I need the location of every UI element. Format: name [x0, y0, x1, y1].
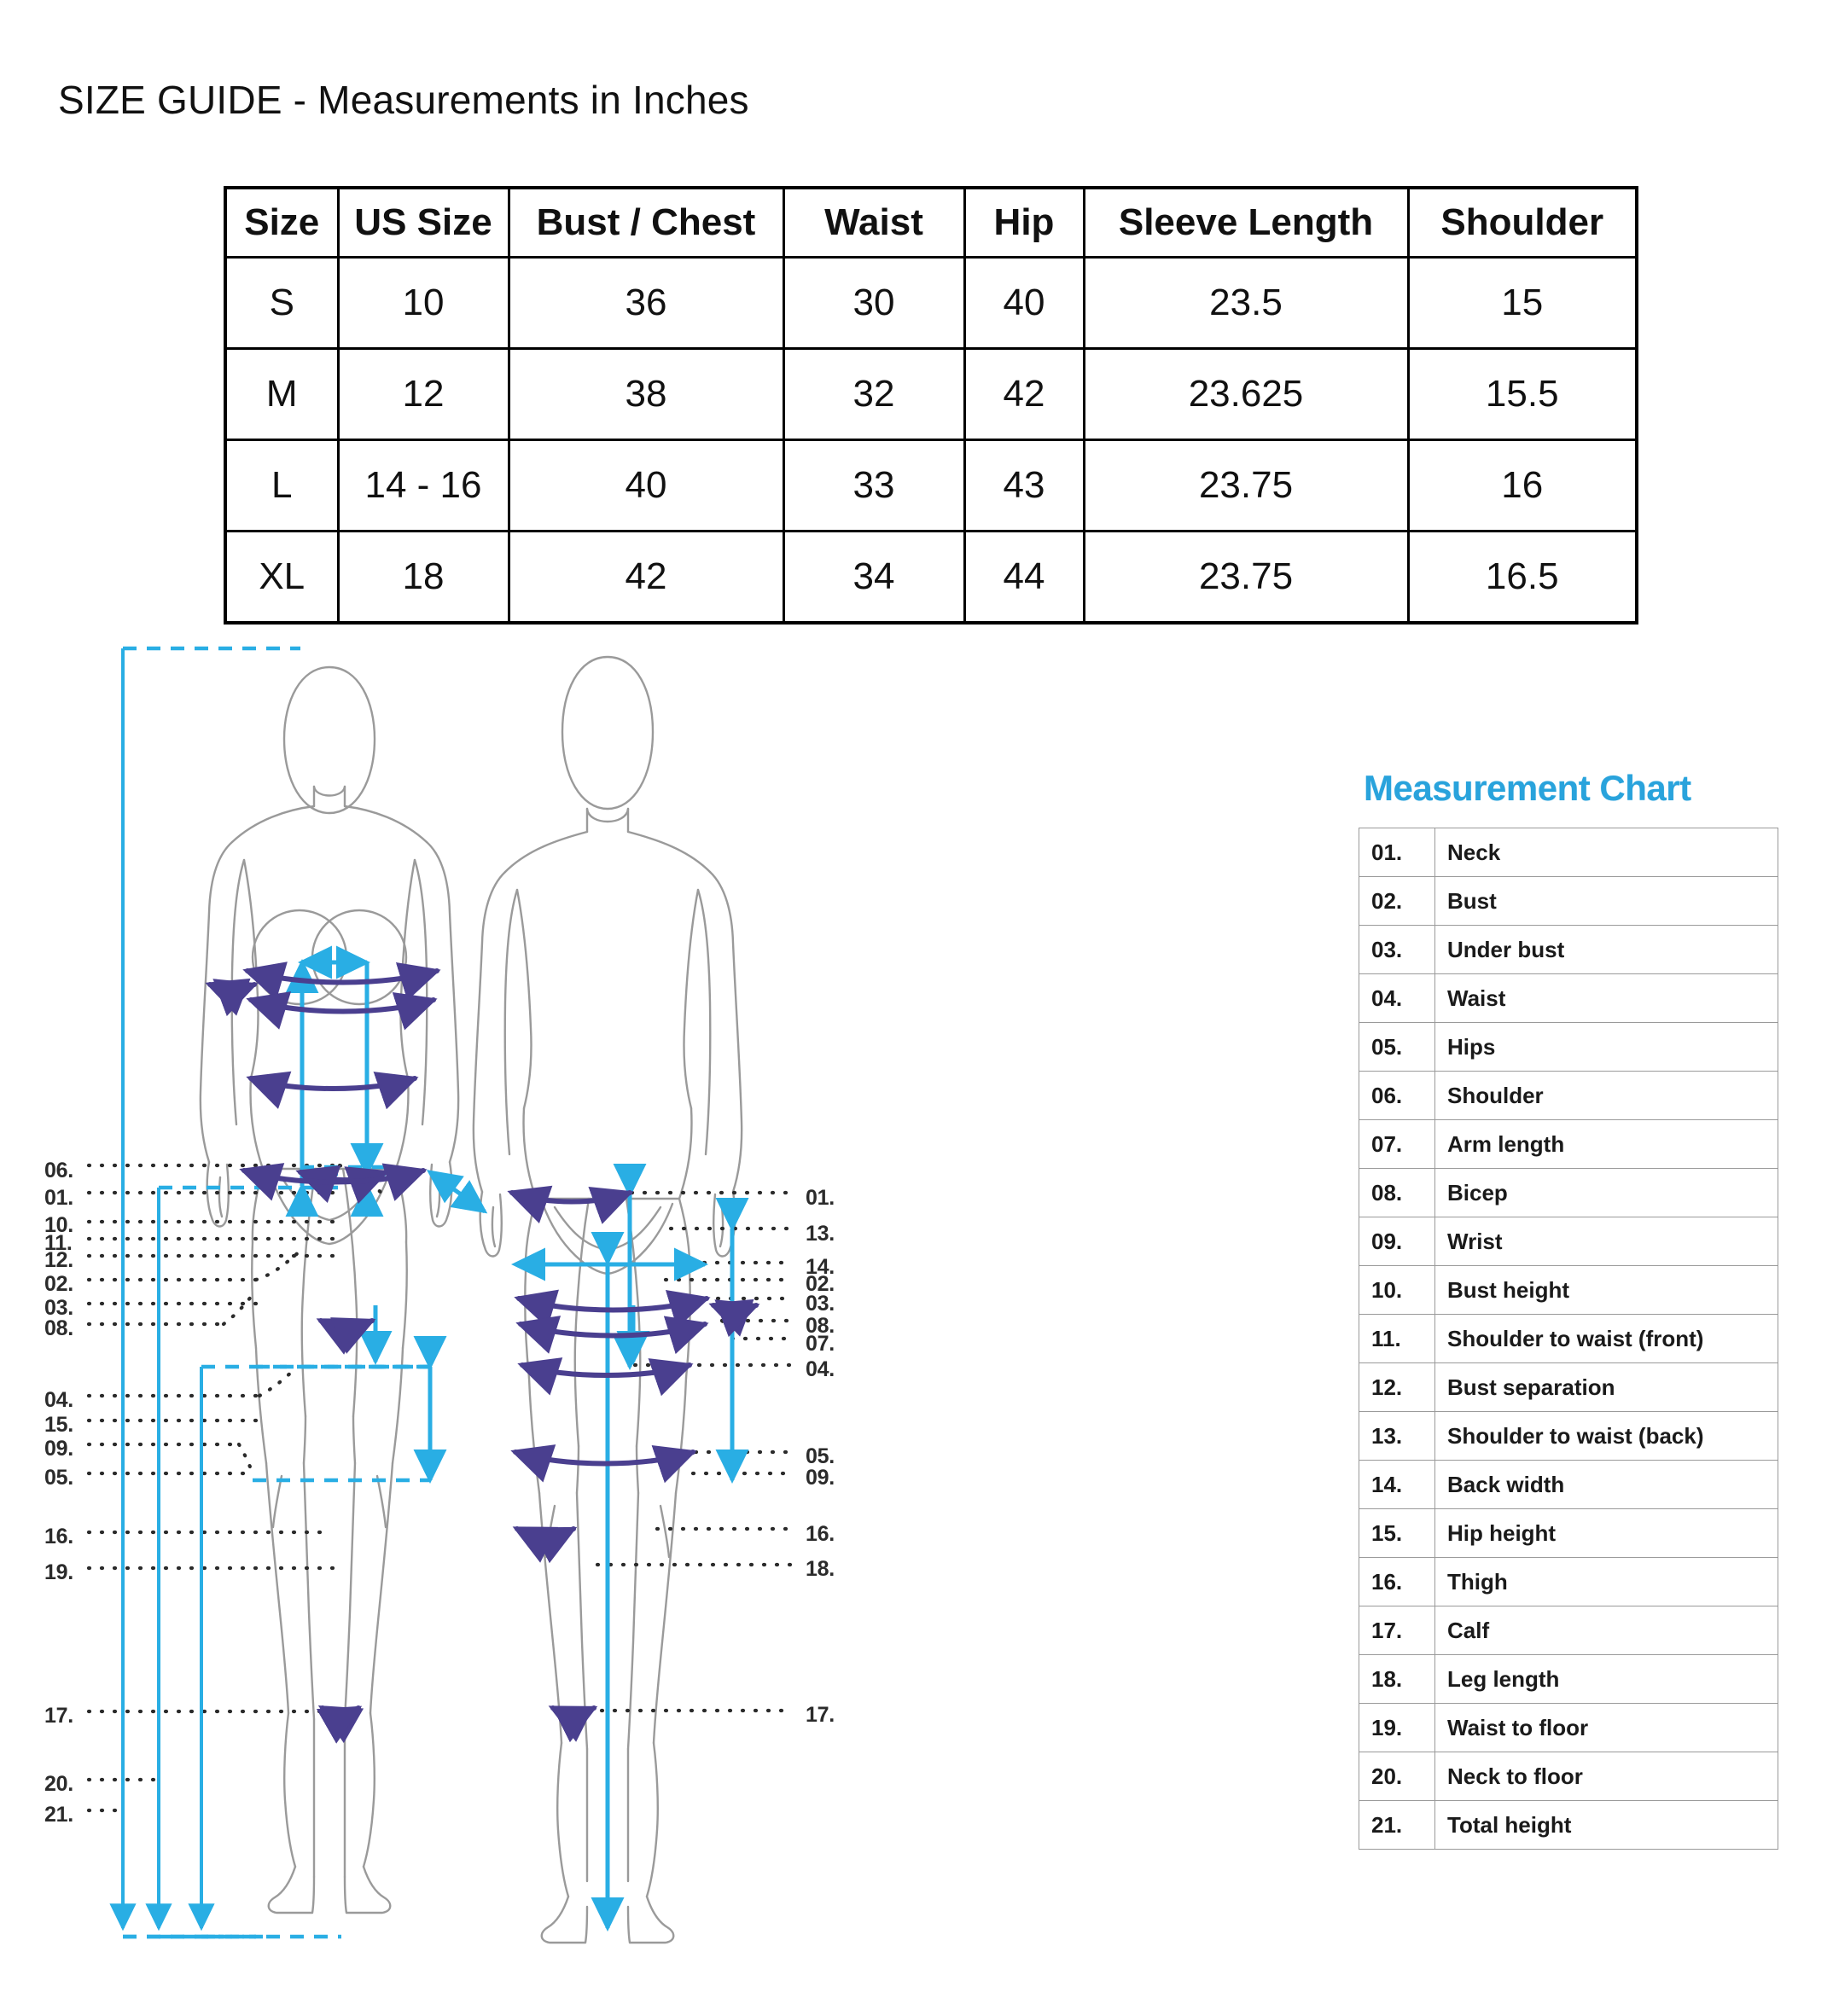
- list-item: [1359, 1120, 1778, 1169]
- cell-bust: 42: [509, 532, 783, 624]
- cell-bust: 38: [509, 349, 783, 440]
- table-row: [225, 532, 1637, 624]
- measure-number: 13.: [1359, 1412, 1435, 1461]
- list-item: [1359, 1509, 1778, 1558]
- cell-shoulder: 15: [1408, 258, 1637, 349]
- measure-label: Thigh: [1435, 1558, 1778, 1606]
- list-item: [1359, 1606, 1778, 1655]
- measure-label: Bust height: [1435, 1266, 1778, 1315]
- measure-label: Under bust: [1435, 926, 1778, 974]
- list-item: [1359, 1704, 1778, 1752]
- measure-label: Neck: [1435, 828, 1778, 877]
- callout-left-06: 06.: [44, 1159, 73, 1182]
- cell-us-size: 14 - 16: [338, 440, 509, 532]
- cell-waist: 34: [783, 532, 964, 624]
- list-item: [1359, 1412, 1778, 1461]
- callout-left-12: 12.: [44, 1248, 73, 1272]
- list-item: [1359, 1461, 1778, 1509]
- list-item: [1359, 926, 1778, 974]
- measure-number: 17.: [1359, 1606, 1435, 1655]
- callout-left-11: 11.: [44, 1231, 73, 1255]
- measure-number: 16.: [1359, 1558, 1435, 1606]
- measure-label: Wrist: [1435, 1217, 1778, 1266]
- measure-number: 06.: [1359, 1072, 1435, 1120]
- cell-sleeve: 23.75: [1084, 440, 1408, 532]
- measure-number: 12.: [1359, 1363, 1435, 1412]
- callout-left-02: 02.: [44, 1272, 73, 1296]
- callout-left-15: 15.: [44, 1413, 73, 1437]
- measure-label: Bust: [1435, 877, 1778, 926]
- measure-number: 15.: [1359, 1509, 1435, 1558]
- callout-left-04: 04.: [44, 1388, 73, 1412]
- measure-label: Hips: [1435, 1023, 1778, 1072]
- measure-label: Total height: [1435, 1801, 1778, 1850]
- front-dimension-arrows: [302, 962, 485, 1480]
- measure-number: 02.: [1359, 877, 1435, 926]
- callout-right-01: 01.: [806, 1186, 835, 1210]
- callout-right-05: 05.: [806, 1444, 835, 1468]
- measurement-chart-title: Measurement Chart: [1364, 768, 1691, 808]
- callout-left-09: 09.: [44, 1437, 73, 1461]
- col-header-hip: Hip: [964, 188, 1084, 258]
- callout-right-07: 07.: [806, 1332, 835, 1356]
- cell-bust: 40: [509, 440, 783, 532]
- measure-label: Bicep: [1435, 1169, 1778, 1217]
- callout-right-16: 16.: [806, 1522, 835, 1546]
- cell-waist: 32: [783, 349, 964, 440]
- measure-number: 08.: [1359, 1169, 1435, 1217]
- height-reference-dashes: [123, 648, 430, 1937]
- cell-hip: 44: [964, 532, 1084, 624]
- list-item: [1359, 1266, 1778, 1315]
- cell-waist: 30: [783, 258, 964, 349]
- measure-number: 01.: [1359, 828, 1435, 877]
- callout-right-02: 02.: [806, 1272, 835, 1296]
- size-guide-table-container: [224, 186, 1635, 625]
- callout-left-03: 03.: [44, 1296, 73, 1320]
- measure-number: 14.: [1359, 1461, 1435, 1509]
- list-item: [1359, 828, 1778, 877]
- callout-left-10: 10.: [44, 1213, 73, 1237]
- col-header-us-size: US Size: [338, 188, 509, 258]
- cell-sleeve: 23.75: [1084, 532, 1408, 624]
- list-item: [1359, 1801, 1778, 1850]
- cell-size: XL: [225, 532, 338, 624]
- col-header-sleeve-length: Sleeve Length: [1084, 188, 1408, 258]
- body-diagram-svg: [0, 631, 1280, 2013]
- callout-right-04: 04.: [806, 1357, 835, 1381]
- callout-left-20: 20.: [44, 1772, 73, 1796]
- callout-right-13: 13.: [806, 1222, 835, 1246]
- table-header-row: [225, 188, 1637, 258]
- measure-label: Hip height: [1435, 1509, 1778, 1558]
- table-row: [225, 258, 1637, 349]
- cell-hip: 43: [964, 440, 1084, 532]
- measure-number: 04.: [1359, 974, 1435, 1023]
- callout-right-17: 17.: [806, 1703, 835, 1727]
- list-item: [1359, 1169, 1778, 1217]
- list-item: [1359, 1217, 1778, 1266]
- list-item: [1359, 1655, 1778, 1704]
- callout-left-05: 05.: [44, 1466, 73, 1490]
- callout-left-19: 19.: [44, 1560, 73, 1584]
- table-row: [225, 440, 1637, 532]
- callout-right-03: 03.: [806, 1292, 835, 1316]
- col-header-shoulder: Shoulder: [1408, 188, 1637, 258]
- measurement-chart-table: [1359, 828, 1778, 1850]
- cell-us-size: 10: [338, 258, 509, 349]
- measure-number: 05.: [1359, 1023, 1435, 1072]
- list-item: [1359, 1558, 1778, 1606]
- measure-label: Calf: [1435, 1606, 1778, 1655]
- measure-number: 19.: [1359, 1704, 1435, 1752]
- measure-label: Bust separation: [1435, 1363, 1778, 1412]
- front-figure-outline: [201, 667, 458, 1913]
- cell-size: S: [225, 258, 338, 349]
- measure-label: Waist to floor: [1435, 1704, 1778, 1752]
- col-header-size: Size: [225, 188, 338, 258]
- cell-size: L: [225, 440, 338, 532]
- page-title: SIZE GUIDE - Measurements in Inches: [58, 78, 749, 122]
- col-header-waist: Waist: [783, 188, 964, 258]
- body-measurement-diagram: [0, 631, 1280, 2013]
- measure-label: Shoulder: [1435, 1072, 1778, 1120]
- callout-left-01: 01.: [44, 1186, 73, 1210]
- list-item: [1359, 1072, 1778, 1120]
- measure-number: 20.: [1359, 1752, 1435, 1801]
- measure-label: Back width: [1435, 1461, 1778, 1509]
- cell-us-size: 12: [338, 349, 509, 440]
- callout-left-21: 21.: [44, 1803, 73, 1827]
- measure-number: 10.: [1359, 1266, 1435, 1315]
- cell-bust: 36: [509, 258, 783, 349]
- callout-left-17: 17.: [44, 1704, 73, 1728]
- cell-sleeve: 23.5: [1084, 258, 1408, 349]
- callout-right-09: 09.: [806, 1466, 835, 1490]
- measure-number: 09.: [1359, 1217, 1435, 1266]
- cell-waist: 33: [783, 440, 964, 532]
- measure-label: Leg length: [1435, 1655, 1778, 1704]
- table-row: [225, 349, 1637, 440]
- measure-number: 21.: [1359, 1801, 1435, 1850]
- cell-hip: 42: [964, 349, 1084, 440]
- callout-right-14: 14.: [806, 1255, 835, 1279]
- cell-hip: 40: [964, 258, 1084, 349]
- cell-shoulder: 16.5: [1408, 532, 1637, 624]
- measure-number: 11.: [1359, 1315, 1435, 1363]
- list-item: [1359, 1023, 1778, 1072]
- callout-left-08: 08.: [44, 1316, 73, 1340]
- size-guide-table: [224, 186, 1638, 625]
- callout-right-18: 18.: [806, 1557, 835, 1581]
- height-reference-rails: [123, 648, 201, 1928]
- callout-left-16: 16.: [44, 1525, 73, 1548]
- cell-sleeve: 23.625: [1084, 349, 1408, 440]
- measurement-chart-panel: [1359, 768, 1785, 1850]
- cell-shoulder: 16: [1408, 440, 1637, 532]
- callout-right-08: 08.: [806, 1314, 835, 1338]
- cell-size: M: [225, 349, 338, 440]
- measure-label: Arm length: [1435, 1120, 1778, 1169]
- cell-us-size: 18: [338, 532, 509, 624]
- measure-number: 03.: [1359, 926, 1435, 974]
- left-leader-lines: [89, 1165, 340, 1810]
- measure-label: Shoulder to waist (back): [1435, 1412, 1778, 1461]
- measure-label: Neck to floor: [1435, 1752, 1778, 1801]
- col-header-bust-chest: Bust / Chest: [509, 188, 783, 258]
- measure-label: Waist: [1435, 974, 1778, 1023]
- measure-number: 18.: [1359, 1655, 1435, 1704]
- list-item: [1359, 1752, 1778, 1801]
- measure-number: 07.: [1359, 1120, 1435, 1169]
- cell-shoulder: 15.5: [1408, 349, 1637, 440]
- list-item: [1359, 974, 1778, 1023]
- measure-label: Shoulder to waist (front): [1435, 1315, 1778, 1363]
- list-item: [1359, 877, 1778, 926]
- list-item: [1359, 1363, 1778, 1412]
- list-item: [1359, 1315, 1778, 1363]
